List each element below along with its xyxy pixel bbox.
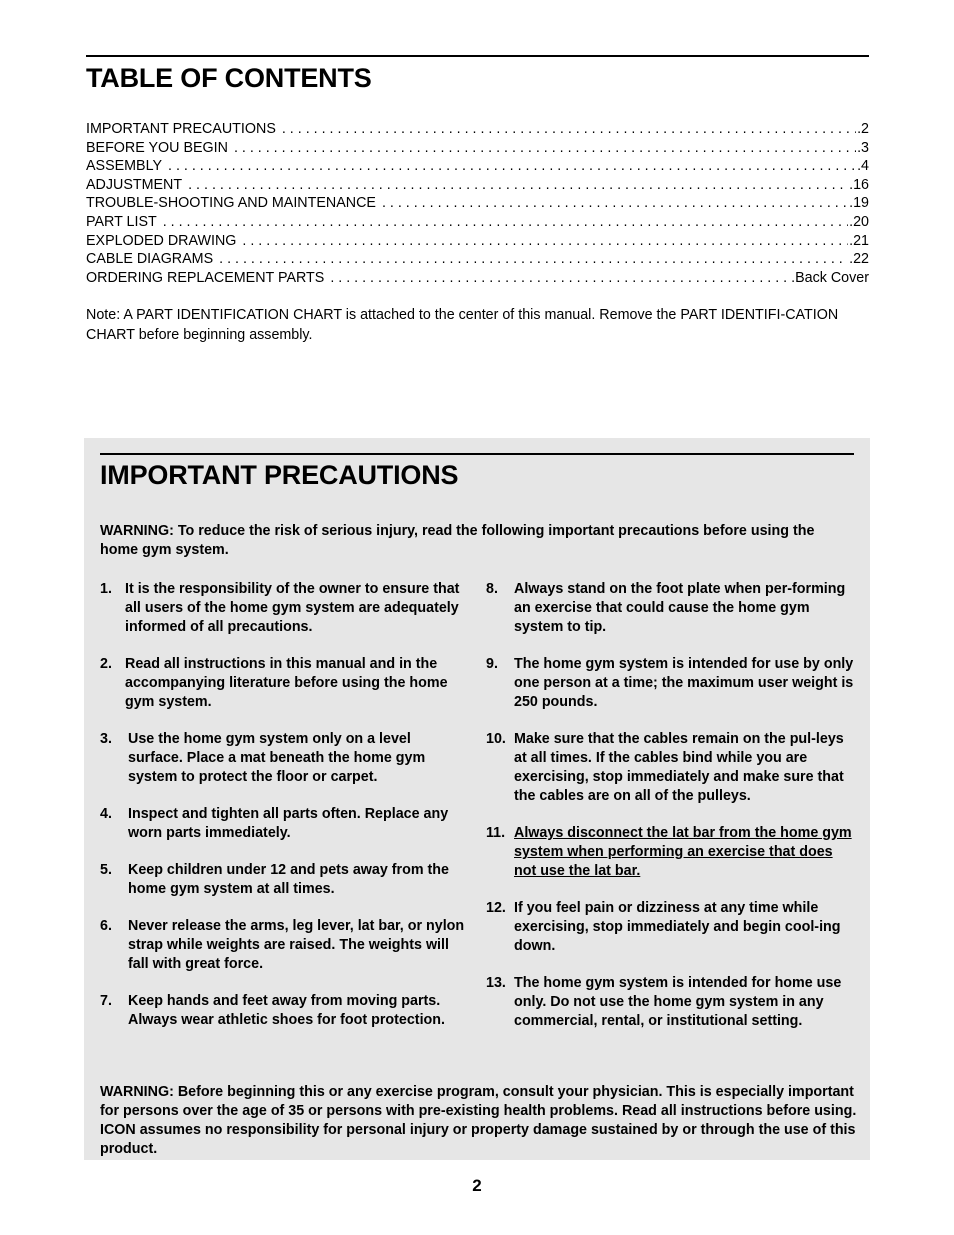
toc-dot-leader xyxy=(188,177,848,193)
precaution-text: Keep children under 12 and pets away from the home gym system at all times. xyxy=(128,862,449,897)
precaution-text: Read all instructions in this manual and in the accompanying literature before using the home gym system. xyxy=(125,656,448,710)
toc-entry-label: EXPLODED DRAWING xyxy=(86,232,237,249)
precaution-text: The home gym system is intended for use by only one person at a time; the maximum user weight is 250 pounds. xyxy=(514,656,854,710)
precaution-item xyxy=(486,824,856,881)
precaution-number: 4. xyxy=(100,806,112,822)
toc-entry-label: TROUBLE-SHOOTING AND MAINTENANCE xyxy=(86,195,376,212)
toc-entry[interactable] xyxy=(86,121,869,140)
precautions-title: IMPORTANT PRECAUTIONS xyxy=(100,460,459,490)
precaution-item xyxy=(100,992,466,1030)
precaution-number: 1. xyxy=(100,581,112,597)
precautions-left-column xyxy=(100,580,466,1048)
precaution-number: 8. xyxy=(486,581,498,597)
toc-entry-label: PART LIST xyxy=(86,213,157,230)
toc-entry-page: .3 xyxy=(857,139,869,156)
precaution-number: 9. xyxy=(486,656,498,672)
precaution-item xyxy=(486,899,856,956)
precaution-number: 3. xyxy=(100,731,112,747)
toc-entry[interactable] xyxy=(86,233,869,252)
toc-entry-label: CABLE DIAGRAMS xyxy=(86,251,214,268)
precaution-text: Keep hands and feet away from moving parts. Always wear athletic shoes for foot protection. xyxy=(128,993,445,1028)
precaution-item xyxy=(100,861,466,899)
toc-entry[interactable] xyxy=(86,214,869,233)
precaution-text: Make sure that the cables remain on the pul-leys at all times. If the cables bind while you are exercising, stop immediately and make sure that the cables are on all of the pulleys. xyxy=(514,731,844,804)
toc-entry-label: ORDERING REPLACEMENT PARTS xyxy=(86,269,325,286)
precaution-item xyxy=(486,655,856,712)
precaution-item xyxy=(100,730,466,787)
toc-entry-page: .16 xyxy=(849,176,869,193)
precaution-number: 7. xyxy=(100,993,112,1009)
precaution-item xyxy=(486,580,856,637)
toc-entry-label: ASSEMBLY xyxy=(86,158,163,175)
precaution-text: Inspect and tighten all parts often. Replace any worn parts immediately. xyxy=(128,806,449,841)
precautions-header xyxy=(100,453,854,574)
precaution-text: It is the responsibility of the owner to ensure that all users of the home gym system are adequately informed of all precautions. xyxy=(125,581,460,635)
toc-entry-label: IMPORTANT PRECAUTIONS xyxy=(86,121,276,137)
toc-entry-page: .20 xyxy=(849,213,869,230)
precaution-text: Always disconnect the lat bar from the home gym system when performing an exercise that does not use the lat bar. xyxy=(514,825,852,879)
precaution-text: The home gym system is intended for home use only. Do not use the home gym system in any commercial, rental, or institutional setting. xyxy=(514,975,842,1029)
precaution-item xyxy=(486,974,856,1031)
precaution-item xyxy=(100,917,466,974)
page-number: 2 xyxy=(472,1176,482,1195)
toc-entry-page: .Back Cover xyxy=(791,269,869,286)
precaution-text: Never release the arms, leg lever, lat bar, or nylon strap while weights are raised. The weights will fall with great force. xyxy=(128,918,465,972)
precaution-number: 13. xyxy=(486,975,506,991)
precaution-number: 12. xyxy=(486,900,506,916)
toc-dot-leader xyxy=(282,121,856,137)
precaution-number: 5. xyxy=(100,862,112,878)
precaution-item xyxy=(100,580,466,637)
warning-footer: WARNING: Before beginning this or any exercise program, consult your physician. This is especially important for persons over the age of 35 or persons with pre-existing health problems. Read all instructions before using. ICON assumes no responsibility for personal injury or property damage sustained by or through the use of this product. xyxy=(100,1084,857,1158)
toc-entry-label: BEFORE YOU BEGIN xyxy=(86,139,228,156)
toc-entry[interactable] xyxy=(86,140,869,159)
warning-intro: WARNING: To reduce the risk of serious injury, read the following important precautions before using the home gym system. xyxy=(100,523,815,558)
precaution-item xyxy=(486,730,856,806)
precaution-number: 2. xyxy=(100,656,112,672)
toc-entry-page: .2 xyxy=(857,121,869,137)
precaution-text: Always stand on the foot plate when per-forming an exercise that could cause the home gym system to tip. xyxy=(514,581,846,635)
toc-dot-leader xyxy=(234,140,856,156)
toc-entry[interactable] xyxy=(86,177,869,196)
toc-dot-leader xyxy=(382,195,848,211)
precaution-number: 11. xyxy=(486,825,506,841)
toc-dot-leader xyxy=(242,233,848,249)
toc-title: TABLE OF CONTENTS xyxy=(86,63,372,93)
toc-note: Note: A PART IDENTIFICATION CHART is attached to the center of this manual. Remove the PART IDENTIFI-CATION CHART before beginning assembly. xyxy=(86,307,839,343)
toc-entry[interactable] xyxy=(86,251,869,270)
toc-entry-page: .21 xyxy=(849,232,869,249)
toc-dot-leader xyxy=(330,270,790,286)
toc-entry-label: ADJUSTMENT xyxy=(86,176,183,193)
toc-list xyxy=(86,121,869,288)
toc-entry-page: .22 xyxy=(849,251,869,268)
toc-entry-page: .4 xyxy=(857,158,869,175)
toc-dot-leader xyxy=(219,251,848,267)
toc-entry[interactable] xyxy=(86,270,869,289)
precautions-right-column xyxy=(486,580,856,1049)
important-precautions-panel xyxy=(84,438,870,1160)
precaution-item xyxy=(100,655,466,712)
toc-entry[interactable] xyxy=(86,158,869,177)
table-of-contents xyxy=(86,55,869,360)
toc-entry-page: .19 xyxy=(849,195,869,212)
precaution-number: 10. xyxy=(486,731,506,747)
precaution-item xyxy=(100,805,466,843)
toc-dot-leader xyxy=(163,214,848,230)
toc-dot-leader xyxy=(168,158,856,174)
precaution-text: Use the home gym system only on a level surface. Place a mat beneath the home gym system to protect the floor or carpet. xyxy=(128,731,426,785)
toc-entry[interactable] xyxy=(86,195,869,214)
precaution-text: If you feel pain or dizziness at any time while exercising, stop immediately and begin cool-ing down. xyxy=(514,900,841,954)
toc-top-rule xyxy=(86,55,869,57)
precautions-top-rule xyxy=(100,453,854,455)
precaution-number: 6. xyxy=(100,918,112,934)
